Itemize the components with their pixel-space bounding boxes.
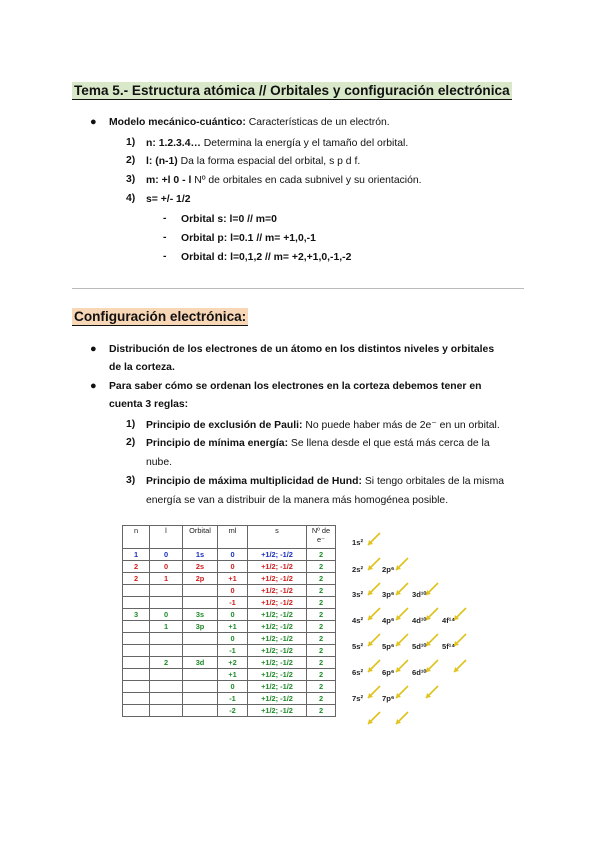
cell-e: 2 <box>307 693 336 705</box>
rule-text: nube. <box>146 457 173 468</box>
cell-orb: 2s <box>183 561 218 573</box>
cell-l <box>150 669 183 681</box>
cell-m: 0 <box>218 681 248 693</box>
cell-m: +1 <box>218 669 248 681</box>
orbital-label: 3d¹⁰ <box>412 590 427 599</box>
cell-e: 2 <box>307 585 336 597</box>
col-s: s <box>248 526 307 549</box>
cell-m: 0 <box>218 585 248 597</box>
rule-strong: Principio de exclusión de Pauli: <box>146 420 303 431</box>
orbital-label: 5s² <box>352 642 363 651</box>
arrow-icon <box>454 660 466 672</box>
cell-orb: 2p <box>183 573 218 585</box>
cell-l <box>150 705 183 717</box>
item-strong: l: (n-1) <box>146 156 178 167</box>
cell-m: 0 <box>218 549 248 561</box>
cell-l <box>150 693 183 705</box>
cell-e: 2 <box>307 645 336 657</box>
rule-text: Si tengo orbitales de la misma <box>361 476 505 487</box>
orbital-label: 6d¹⁰ <box>412 668 427 677</box>
cell-s: +1/2; -1/2 <box>248 585 307 597</box>
cell-l <box>150 585 183 597</box>
item-text: Nº de orbitales en cada subnivel y su orientación. <box>191 175 422 186</box>
cell-l <box>150 633 183 645</box>
cell-m: 0 <box>218 633 248 645</box>
orbital-d: Orbital d: l=0,1,2 // m= +2,+1,0,-1,-2 <box>181 252 352 263</box>
cell-orb: 3d <box>183 657 218 669</box>
bullet-text: cuenta 3 reglas: <box>109 399 189 410</box>
cell-s: +1/2; -1/2 <box>248 681 307 693</box>
cell-s: +1/2; -1/2 <box>248 609 307 621</box>
sub-dash: - <box>163 213 167 224</box>
bullet-icon: ● <box>90 343 97 355</box>
cell-l <box>150 681 183 693</box>
rule-min-energy <box>146 437 490 451</box>
item-strong: s= +/- 1/2 <box>146 194 191 205</box>
orbital-table <box>122 525 336 717</box>
cell-e: 2 <box>307 657 336 669</box>
arrow-icon <box>454 634 466 646</box>
arrow-icon <box>368 712 380 724</box>
cell-orb <box>183 597 218 609</box>
arrow-icon <box>368 660 380 672</box>
model-label: Modelo mecánico-cuántico: <box>109 117 246 128</box>
arrow-icon <box>368 686 380 698</box>
cell-n <box>123 693 150 705</box>
model-line <box>109 116 390 130</box>
bullet-icon: ● <box>90 116 97 128</box>
col-n: n <box>123 526 150 549</box>
table-row <box>123 657 336 669</box>
cell-s: +1/2; -1/2 <box>248 669 307 681</box>
cell-n: 2 <box>123 573 150 585</box>
orbital-label: 1s² <box>352 538 363 547</box>
table-row <box>123 561 336 573</box>
cell-m: -2 <box>218 705 248 717</box>
cell-e: 2 <box>307 561 336 573</box>
table-row <box>123 681 336 693</box>
cell-e: 2 <box>307 669 336 681</box>
bullet-text: Distribución de los electrones de un átomo en los distintos niveles y orbitales <box>109 344 495 355</box>
arrows-svg <box>340 528 500 728</box>
cell-m: -1 <box>218 693 248 705</box>
cell-e: 2 <box>307 573 336 585</box>
model-item <box>146 174 422 188</box>
cell-n <box>123 585 150 597</box>
item-text: Da la forma espacial del orbital, s p d f. <box>177 156 361 167</box>
orbital-label: 3p⁶ <box>382 590 395 599</box>
cell-n <box>123 705 150 717</box>
model-text: Características de un electrón. <box>245 117 390 128</box>
sub-dash: - <box>163 232 167 243</box>
rule-number: 3) <box>126 475 136 486</box>
arrow-icon <box>426 686 438 698</box>
cell-n <box>123 669 150 681</box>
orbital-label: 4f¹⁴ <box>442 616 456 625</box>
arrow-icon <box>426 634 438 646</box>
cell-s: +1/2; -1/2 <box>248 657 307 669</box>
cell-e: 2 <box>307 705 336 717</box>
cell-orb: 3p <box>183 621 218 633</box>
cell-s: +1/2; -1/2 <box>248 549 307 561</box>
cell-l <box>150 645 183 657</box>
bullet-text: de la corteza. <box>109 362 175 373</box>
rule-strong: Principio de mínima energía: <box>146 438 289 449</box>
item-number: 3) <box>126 174 136 185</box>
col-ml: ml <box>218 526 248 549</box>
cell-e: 2 <box>307 609 336 621</box>
cell-l: 0 <box>150 609 183 621</box>
cell-n <box>123 645 150 657</box>
cell-orb <box>183 705 218 717</box>
cell-m: -1 <box>218 645 248 657</box>
cell-s: +1/2; -1/2 <box>248 621 307 633</box>
cell-m: +1 <box>218 573 248 585</box>
rule-text: No puede haber más de 2e⁻ en un orbital. <box>302 420 500 431</box>
orbital-label: 6p⁶ <box>382 668 395 677</box>
cell-l: 1 <box>150 621 183 633</box>
col-orbital: Orbital <box>183 526 218 549</box>
rule-text: energía se van a distribuir de la manera más homogénea posible. <box>146 495 449 506</box>
cell-n: 2 <box>123 561 150 573</box>
section-title: Configuración electrónica: <box>74 309 247 324</box>
arrow-icon <box>396 608 408 620</box>
cell-n: 1 <box>123 549 150 561</box>
orbital-label: 5f¹⁴ <box>442 642 456 651</box>
arrow-icon <box>368 533 380 545</box>
arrow-icon <box>396 712 408 724</box>
arrow-icon <box>426 660 438 672</box>
arrow-icon <box>396 558 408 570</box>
orbital-label: 3s² <box>352 590 363 599</box>
table-row <box>123 669 336 681</box>
cell-s: +1/2; -1/2 <box>248 573 307 585</box>
table-header-row <box>123 526 336 549</box>
cell-m: +2 <box>218 657 248 669</box>
model-item <box>146 137 408 151</box>
orbital-label: 2p⁶ <box>382 565 395 574</box>
orbital-label: 2s² <box>352 565 363 574</box>
cell-n <box>123 657 150 669</box>
cell-l <box>150 597 183 609</box>
orbital-label: 4d¹⁰ <box>412 616 427 625</box>
cell-orb <box>183 693 218 705</box>
orbital-p: Orbital p: l=0.1 // m= +1,0,-1 <box>181 233 316 244</box>
orbital-label: 6s² <box>352 668 363 677</box>
cell-orb: 1s <box>183 549 218 561</box>
arrow-icon <box>396 583 408 595</box>
cell-e: 2 <box>307 681 336 693</box>
cell-e: 2 <box>307 597 336 609</box>
cell-s: +1/2; -1/2 <box>248 561 307 573</box>
table-row <box>123 705 336 717</box>
rule-pauli <box>146 419 500 433</box>
aufbau-diagram <box>340 528 500 728</box>
arrow-icon <box>396 634 408 646</box>
arrow-icon <box>368 608 380 620</box>
orbital-label: 5d¹⁰ <box>412 642 427 651</box>
cell-orb: 3s <box>183 609 218 621</box>
rule-number: 2) <box>126 437 136 448</box>
arrow-icon <box>426 608 438 620</box>
table-row <box>123 621 336 633</box>
cell-m: +1 <box>218 621 248 633</box>
bullet-icon: ● <box>90 380 97 392</box>
arrow-icon <box>454 608 466 620</box>
bullet-text: Para saber cómo se ordenan los electrones en la corteza debemos tener en <box>109 381 482 392</box>
item-text: Determina la energía y el tamaño del orbital. <box>200 138 409 149</box>
cell-s: +1/2; -1/2 <box>248 645 307 657</box>
cell-n <box>123 681 150 693</box>
cell-m: -1 <box>218 597 248 609</box>
col-l: l <box>150 526 183 549</box>
rule-text: Se llena desde el que está más cerca de la <box>288 438 490 449</box>
item-number: 2) <box>126 155 136 166</box>
cell-orb <box>183 681 218 693</box>
cell-orb <box>183 633 218 645</box>
item-strong: n: 1.2.3.4… <box>146 138 201 149</box>
item-strong: m: +l 0 - l <box>146 175 192 186</box>
table-body <box>123 549 336 717</box>
table-row <box>123 573 336 585</box>
cell-e: 2 <box>307 633 336 645</box>
orbital-label: 5p⁶ <box>382 642 395 651</box>
rule-hund <box>146 475 504 489</box>
cell-s: +1/2; -1/2 <box>248 705 307 717</box>
table-row <box>123 693 336 705</box>
orbital-label: 7s² <box>352 694 363 703</box>
cell-n: 3 <box>123 609 150 621</box>
cell-m: 0 <box>218 609 248 621</box>
arrow-icon <box>396 660 408 672</box>
model-item <box>146 193 190 207</box>
cell-s: +1/2; -1/2 <box>248 693 307 705</box>
cell-n <box>123 633 150 645</box>
orbital-s: Orbital s: l=0 // m=0 <box>181 214 277 225</box>
orbital-label: 7p⁶ <box>382 694 395 703</box>
cell-l: 1 <box>150 573 183 585</box>
item-number: 1) <box>126 137 136 148</box>
cell-n <box>123 621 150 633</box>
rule-number: 1) <box>126 419 136 430</box>
cell-orb <box>183 669 218 681</box>
table-row <box>123 645 336 657</box>
arrow-icon <box>368 583 380 595</box>
cell-e: 2 <box>307 621 336 633</box>
cell-n <box>123 597 150 609</box>
table-row <box>123 633 336 645</box>
sub-dash: - <box>163 251 167 262</box>
table-row <box>123 609 336 621</box>
divider <box>72 288 524 289</box>
cell-s: +1/2; -1/2 <box>248 597 307 609</box>
cell-l: 0 <box>150 549 183 561</box>
orbital-label: 4p⁶ <box>382 616 395 625</box>
cell-m: 0 <box>218 561 248 573</box>
table-row <box>123 549 336 561</box>
cell-l: 2 <box>150 657 183 669</box>
table-row <box>123 585 336 597</box>
page-title: Tema 5.- Estructura atómica // Orbitales y configuración electrónica <box>74 83 510 98</box>
item-number: 4) <box>126 193 136 204</box>
cell-orb <box>183 645 218 657</box>
table-row <box>123 597 336 609</box>
cell-e: 2 <box>307 549 336 561</box>
cell-s: +1/2; -1/2 <box>248 633 307 645</box>
arrow-icon <box>368 634 380 646</box>
cell-l: 0 <box>150 561 183 573</box>
arrow-icon <box>396 686 408 698</box>
cell-orb <box>183 585 218 597</box>
col-electrons: Nº de e⁻ <box>307 526 336 549</box>
arrow-icon <box>426 583 438 595</box>
model-item <box>146 155 360 169</box>
arrow-icon <box>368 558 380 570</box>
orbital-label: 4s² <box>352 616 363 625</box>
rule-strong: Principio de máxima multiplicidad de Hund: <box>146 476 362 487</box>
